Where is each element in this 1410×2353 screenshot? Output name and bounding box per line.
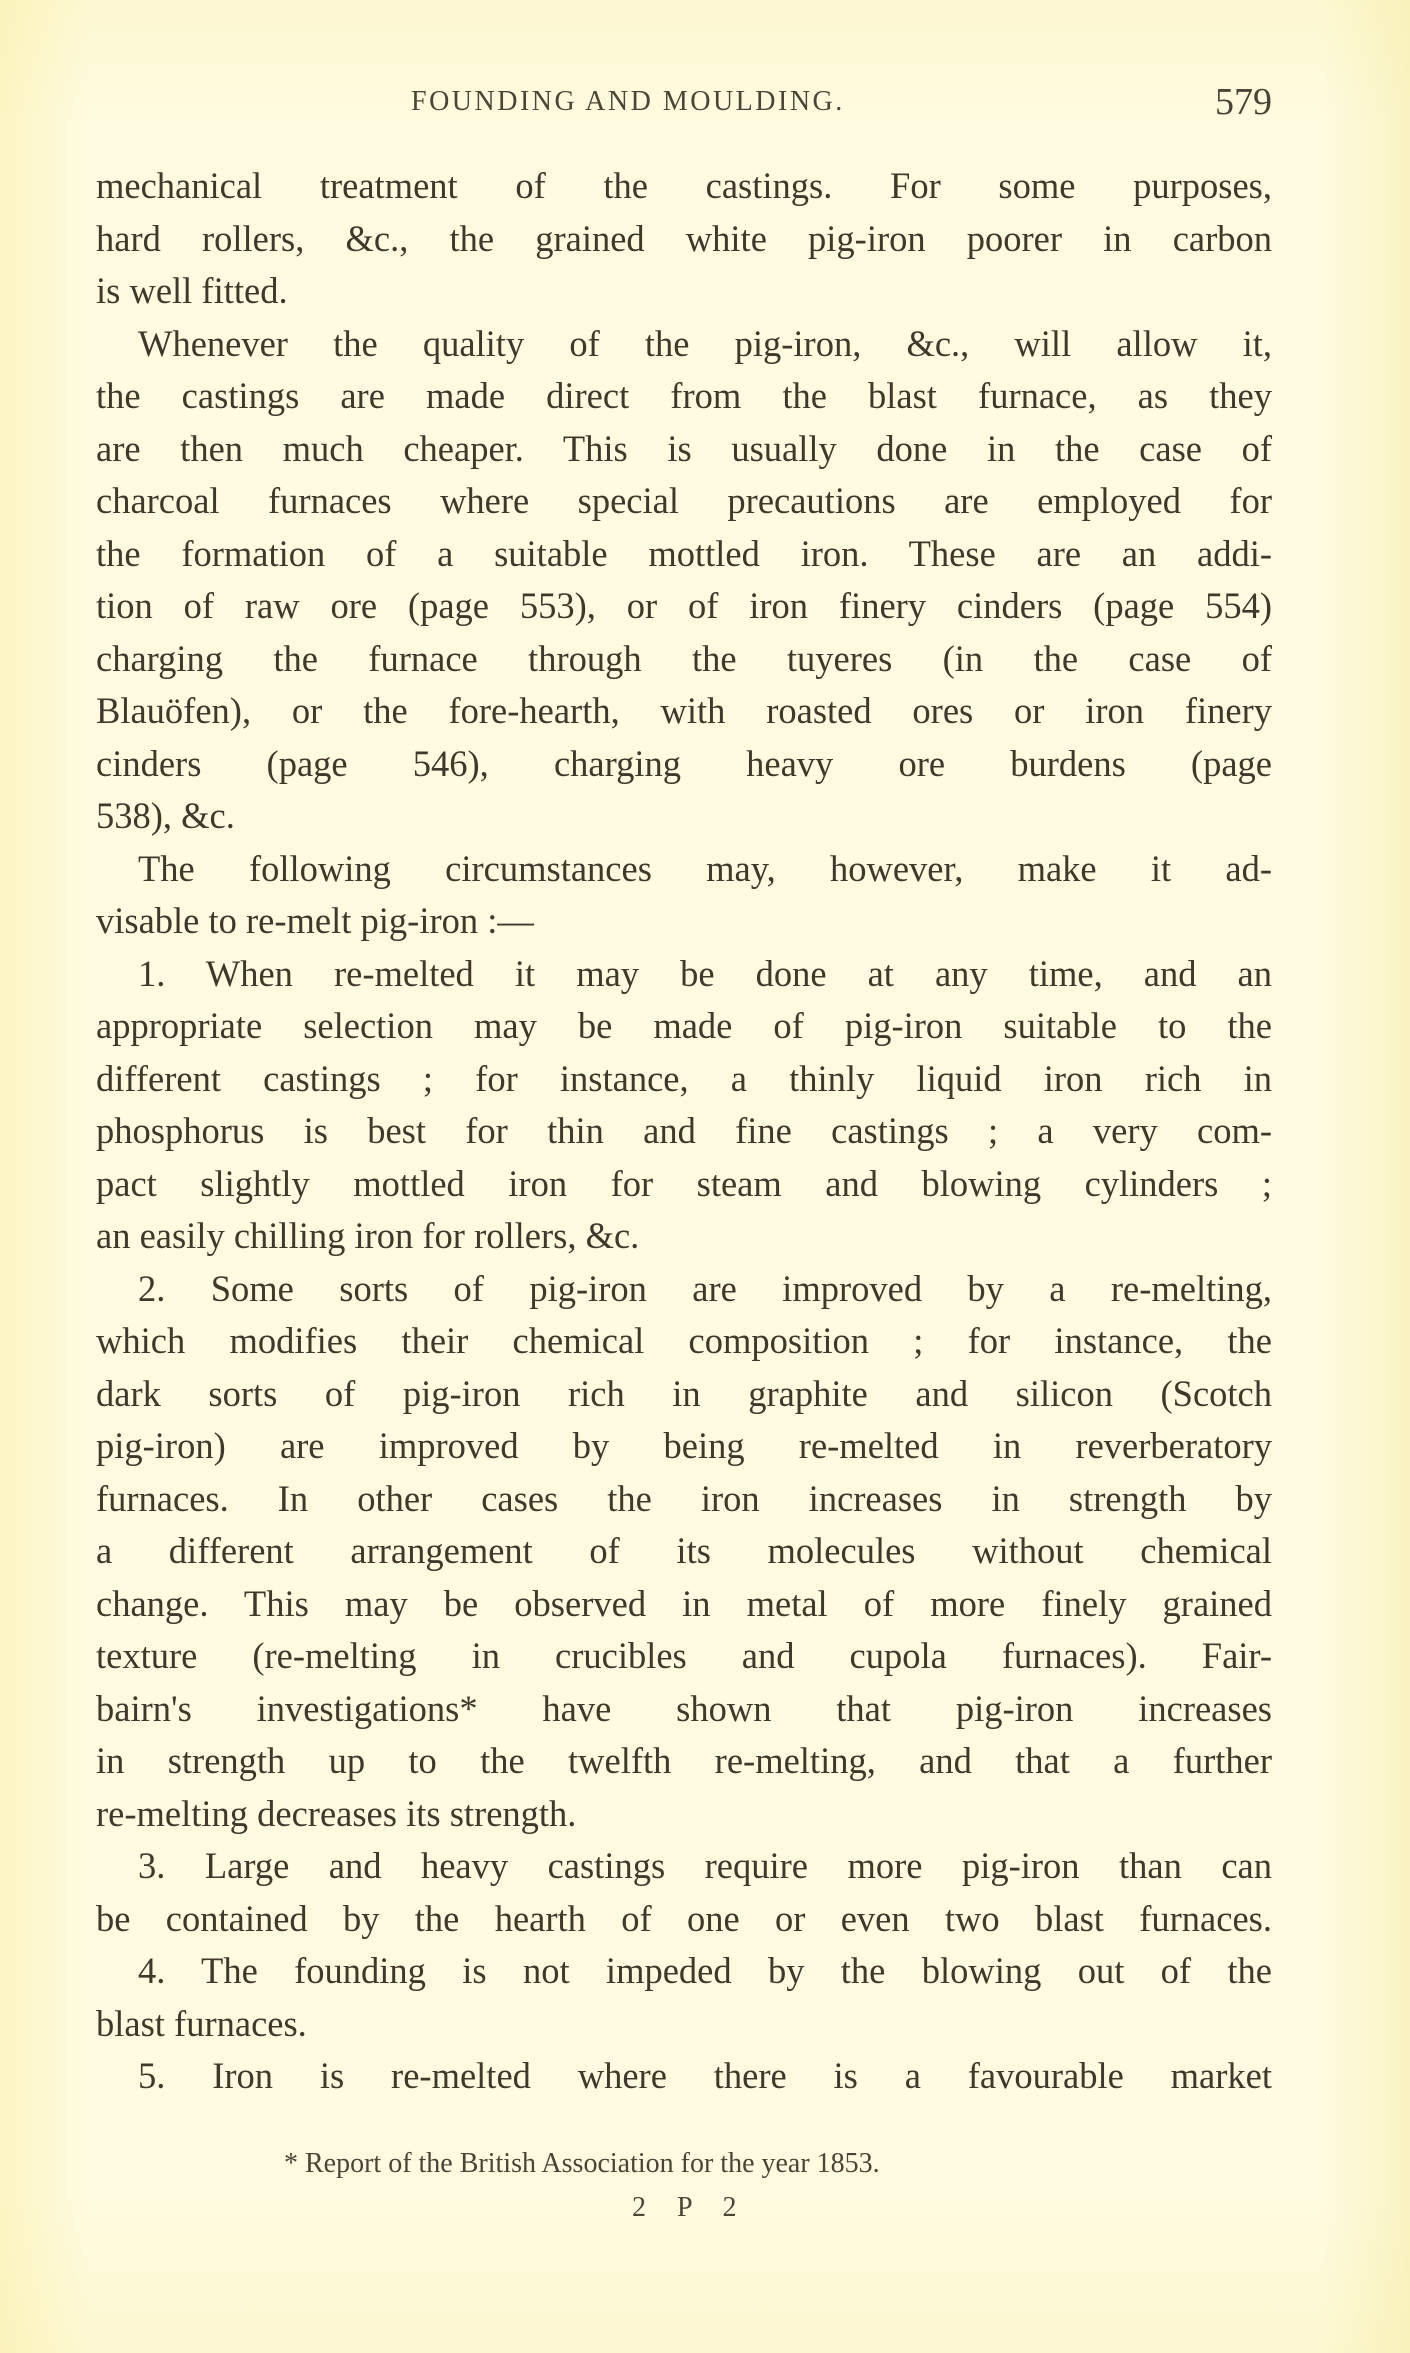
text-line: is well fitted. — [96, 270, 288, 311]
text-line: furnaces. In other cases the iron increases in strength by — [96, 1477, 1272, 1519]
text-line: hard rollers, &c., the grained white pig-iron poorer in carbon — [96, 217, 1272, 259]
text-line: 4. The founding is not impeded by the blowing out of the — [138, 1950, 1272, 1991]
running-title: FOUNDING AND MOULDING. — [411, 86, 845, 117]
text-line: visable to re-melt pig-iron :— — [96, 900, 534, 941]
text-line: charcoal furnaces where special precautions are employed for — [96, 480, 1272, 521]
text-line: a different arrangement of its molecules without chemical — [96, 1530, 1272, 1571]
text-line: an easily chilling iron for rollers, &c. — [96, 1215, 640, 1256]
text-line: are then much cheaper. This is usually done in the case of — [96, 427, 1272, 469]
text-line: blast furnaces. — [96, 2002, 307, 2044]
text-line: phosphorus is best for thin and fine castings ; a very com- — [96, 1110, 1272, 1151]
text-line: the formation of a suitable mottled iron. These are an addi- — [96, 532, 1272, 574]
text-line: pig-iron) are improved by being re-melted in reverberatory — [96, 1425, 1272, 1466]
text-line: in strength up to the twelfth re-melting, and that a further — [96, 1740, 1272, 1781]
body-text — [96, 160, 1272, 2103]
text-line: Blauöfen), or the fore-hearth, with roasted ores or iron finery — [96, 690, 1272, 731]
text-line: 3. Large and heavy castings require more pig-iron than can — [138, 1845, 1272, 1886]
text-line: 2. Some sorts of pig-iron are improved by a re-melting, — [138, 1267, 1272, 1309]
text-line: different castings ; for instance, a thinly liquid iron rich in — [96, 1057, 1272, 1099]
text-line: The following circumstances may, however, make it ad- — [138, 847, 1272, 889]
text-line: cinders (page 546), charging heavy ore burdens (page — [96, 742, 1272, 784]
text-line: dark sorts of pig-iron rich in graphite and silicon (Scotch — [96, 1372, 1272, 1414]
text-line: mechanical treatment of the castings. For some purposes, — [96, 165, 1272, 206]
text-line: appropriate selection may be made of pig-iron suitable to the — [96, 1005, 1272, 1046]
text-line: re-melting decreases its strength. — [96, 1792, 577, 1834]
footnote: * Report of the British Association for the year 1853. — [284, 2148, 880, 2179]
text-line: change. This may be observed in metal of more finely grained — [96, 1582, 1272, 1624]
text-line: charging the furnace through the tuyeres (in the case of — [96, 637, 1272, 679]
text-line: 538), &c. — [96, 795, 235, 836]
page-header — [96, 80, 1272, 130]
text-line: bairn's investigations* have shown that pig-iron increases — [96, 1687, 1272, 1729]
text-line: the castings are made direct from the blast furnace, as they — [96, 375, 1272, 416]
signature-mark: 2 P 2 — [632, 2192, 749, 2223]
text-line: which modifies their chemical composition ; for instance, the — [96, 1320, 1272, 1361]
text-line: texture (re-melting in crucibles and cupola furnaces). Fair- — [96, 1635, 1272, 1676]
text-line: Whenever the quality of the pig-iron, &c., will allow it, — [138, 322, 1272, 364]
text-line: tion of raw ore (page 553), or of iron finery cinders (page 554) — [96, 585, 1272, 626]
text-line: 5. Iron is re-melted where there is a favourable market — [138, 2055, 1272, 2096]
text-line: 1. When re-melted it may be done at any time, and an — [138, 952, 1272, 994]
text-line: be contained by the hearth of one or even two blast furnaces. — [96, 1897, 1272, 1939]
text-line: pact slightly mottled iron for steam and blowing cylinders ; — [96, 1162, 1272, 1204]
page-number: 579 — [1215, 81, 1272, 123]
